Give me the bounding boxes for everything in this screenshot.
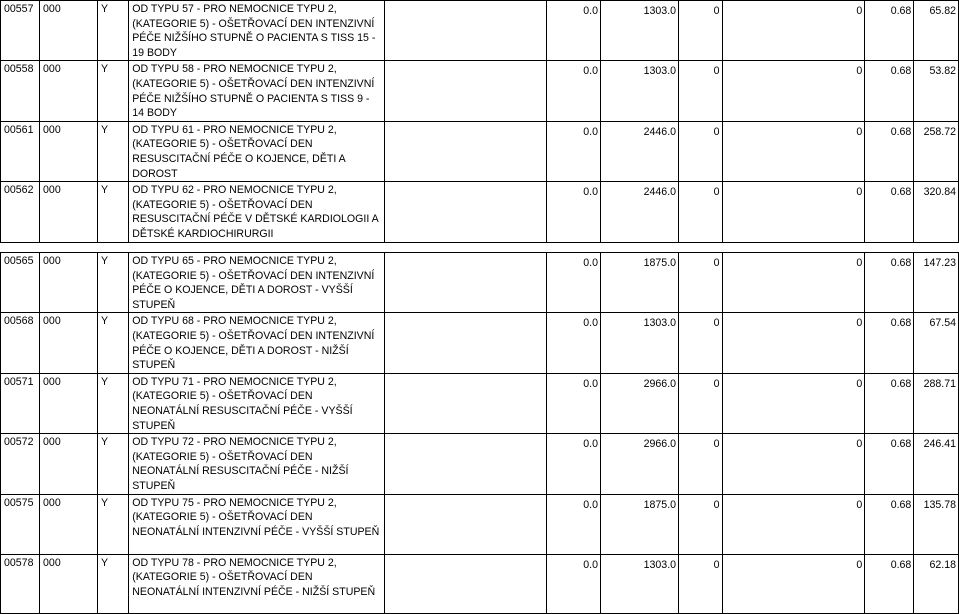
value-4: 0 bbox=[856, 5, 863, 17]
value-6-cell bbox=[914, 1, 959, 61]
procedure-code: 00557 bbox=[1, 1, 40, 61]
value-2: 1875.0 bbox=[643, 257, 677, 269]
value-1: 0.0 bbox=[583, 186, 598, 199]
value-3: 0 bbox=[713, 558, 720, 571]
value-1-cell bbox=[547, 494, 601, 554]
value-3-cell bbox=[679, 121, 722, 181]
value-4-cell bbox=[722, 434, 865, 494]
procedure-description: OD TYPU 65 - PRO NEMOCNICE TYPU 2, (KATEGORIE 5) - OŠETŘOVACÍ DEN INTENZIVNÍ PÉČE O KOJENCE, DĚTI A DOROST - VYŠŠÍ STUPEŇ bbox=[129, 253, 384, 313]
value-2-cell bbox=[600, 121, 678, 181]
procedure-code: 00578 bbox=[1, 554, 40, 613]
value-2-cell bbox=[600, 554, 678, 613]
value-2: 1303.0 bbox=[643, 558, 677, 571]
value-4-cell bbox=[722, 121, 865, 181]
empty-cell bbox=[384, 373, 547, 433]
sub-code: 000 bbox=[40, 494, 98, 554]
value-6: 135.78 bbox=[923, 498, 956, 511]
flag: Y bbox=[98, 554, 129, 613]
table-row bbox=[1, 1, 959, 61]
value-1-cell bbox=[547, 373, 601, 433]
value-3: 0 bbox=[713, 438, 720, 451]
flag: Y bbox=[98, 1, 129, 61]
empty-cell bbox=[384, 554, 547, 613]
price-table-lower-body bbox=[1, 253, 959, 614]
sub-code: 000 bbox=[40, 1, 98, 61]
flag: Y bbox=[98, 494, 129, 554]
value-5-cell bbox=[865, 182, 914, 242]
value-2-cell bbox=[600, 313, 678, 373]
value-2-cell bbox=[600, 373, 678, 433]
value-5-cell bbox=[865, 434, 914, 494]
value-5-cell bbox=[865, 313, 914, 373]
flag: Y bbox=[98, 61, 129, 121]
procedure-description: OD TYPU 68 - PRO NEMOCNICE TYPU 2, (KATEGORIE 5) - OŠETŘOVACÍ DEN INTENZIVNÍ PÉČE O KOJENCE, DĚTI A DOROST - NIŽŠÍ STUPEŇ bbox=[129, 313, 384, 373]
value-1: 0.0 bbox=[583, 558, 598, 571]
value-5: 0.68 bbox=[890, 558, 912, 571]
procedure-description: OD TYPU 57 - PRO NEMOCNICE TYPU 2, (KATEGORIE 5) - OŠETŘOVACÍ DEN INTENZIVNÍ PÉČE NIŽŠÍHO STUPNĚ O PACIENTA S TISS 15 - 19 BODY bbox=[129, 1, 384, 61]
value-2: 2966.0 bbox=[643, 438, 677, 451]
procedure-description: OD TYPU 61 - PRO NEMOCNICE TYPU 2, (KATEGORIE 5) - OŠETŘOVACÍ DEN RESUSCITAČNÍ PÉČE O KOJENCE, DĚTI A DOROST bbox=[129, 121, 384, 181]
value-4: 0 bbox=[856, 125, 863, 138]
value-5-cell bbox=[865, 253, 914, 313]
value-5-cell bbox=[865, 373, 914, 433]
value-5-cell bbox=[865, 494, 914, 554]
value-1: 0.0 bbox=[583, 438, 598, 451]
sub-code: 000 bbox=[40, 373, 98, 433]
empty-cell bbox=[384, 313, 547, 373]
value-3: 0 bbox=[713, 5, 720, 17]
value-4: 0 bbox=[856, 65, 863, 78]
value-1-cell bbox=[547, 182, 601, 242]
value-2: 1303.0 bbox=[643, 317, 677, 330]
table-row bbox=[1, 494, 959, 554]
value-5-cell bbox=[865, 1, 914, 61]
value-1: 0.0 bbox=[583, 317, 598, 330]
value-2-cell bbox=[600, 182, 678, 242]
empty-cell bbox=[384, 494, 547, 554]
flag: Y bbox=[98, 434, 129, 494]
value-6-cell bbox=[914, 494, 959, 554]
value-1-cell bbox=[547, 554, 601, 613]
procedure-code: 00575 bbox=[1, 494, 40, 554]
value-3-cell bbox=[679, 182, 722, 242]
value-1-cell bbox=[547, 313, 601, 373]
value-3: 0 bbox=[713, 186, 720, 199]
sub-code: 000 bbox=[40, 434, 98, 494]
value-6: 67.54 bbox=[929, 317, 956, 330]
procedure-description: OD TYPU 71 - PRO NEMOCNICE TYPU 2, (KATEGORIE 5) - OŠETŘOVACÍ DEN NEONATÁLNÍ RESUSCITAČNÍ PÉČE - VYŠŠÍ STUPEŇ bbox=[129, 373, 384, 433]
value-6: 65.82 bbox=[929, 5, 956, 17]
procedure-code: 00565 bbox=[1, 253, 40, 313]
value-3: 0 bbox=[713, 498, 720, 511]
table-row bbox=[1, 373, 959, 433]
value-6: 53.82 bbox=[929, 65, 956, 78]
value-4-cell bbox=[722, 313, 865, 373]
value-5: 0.68 bbox=[890, 65, 912, 78]
value-4: 0 bbox=[856, 317, 863, 330]
value-4: 0 bbox=[856, 186, 863, 199]
value-4-cell bbox=[722, 182, 865, 242]
procedure-code: 00568 bbox=[1, 313, 40, 373]
empty-cell bbox=[384, 182, 547, 242]
value-2: 1303.0 bbox=[643, 65, 677, 78]
value-1-cell bbox=[547, 434, 601, 494]
value-2-cell bbox=[600, 434, 678, 494]
value-3-cell bbox=[679, 1, 722, 61]
flag: Y bbox=[98, 313, 129, 373]
sub-code: 000 bbox=[40, 182, 98, 242]
value-6: 288.71 bbox=[923, 377, 956, 390]
table-row bbox=[1, 313, 959, 373]
table-row bbox=[1, 554, 959, 613]
table-row bbox=[1, 182, 959, 242]
value-3-cell bbox=[679, 313, 722, 373]
procedure-description: OD TYPU 78 - PRO NEMOCNICE TYPU 2, (KATEGORIE 5) - OŠETŘOVACÍ DEN NEONATÁLNÍ INTENZIVNÍ PÉČE - NIŽŠÍ STUPEŇ bbox=[129, 554, 384, 613]
empty-cell bbox=[384, 434, 547, 494]
value-2: 2446.0 bbox=[643, 186, 677, 199]
value-2: 1875.0 bbox=[643, 498, 677, 511]
price-table-upper-body bbox=[1, 1, 959, 243]
value-5-cell bbox=[865, 61, 914, 121]
value-5: 0.68 bbox=[890, 5, 912, 17]
empty-cell bbox=[384, 1, 547, 61]
procedure-code: 00561 bbox=[1, 121, 40, 181]
value-3-cell bbox=[679, 494, 722, 554]
value-2-cell bbox=[600, 1, 678, 61]
value-1: 0.0 bbox=[583, 65, 598, 78]
flag: Y bbox=[98, 182, 129, 242]
value-3-cell bbox=[679, 61, 722, 121]
value-2: 2966.0 bbox=[643, 377, 677, 390]
value-6-cell bbox=[914, 182, 959, 242]
sub-code: 000 bbox=[40, 61, 98, 121]
value-6-cell bbox=[914, 313, 959, 373]
value-5: 0.68 bbox=[890, 317, 912, 330]
sub-code: 000 bbox=[40, 313, 98, 373]
table-row bbox=[1, 121, 959, 181]
table-row bbox=[1, 61, 959, 121]
value-1-cell bbox=[547, 253, 601, 313]
value-3: 0 bbox=[713, 317, 720, 330]
value-1: 0.0 bbox=[583, 257, 598, 269]
price-table-lower bbox=[0, 252, 959, 614]
value-5: 0.68 bbox=[890, 257, 912, 269]
value-3: 0 bbox=[713, 65, 720, 78]
value-1: 0.0 bbox=[583, 5, 598, 17]
flag: Y bbox=[98, 373, 129, 433]
procedure-code: 00558 bbox=[1, 61, 40, 121]
value-4-cell bbox=[722, 1, 865, 61]
table-row bbox=[1, 253, 959, 313]
value-6-cell bbox=[914, 373, 959, 433]
procedure-description: OD TYPU 62 - PRO NEMOCNICE TYPU 2, (KATEGORIE 5) - OŠETŘOVACÍ DEN RESUSCITAČNÍ PÉČE V DĚTSKÉ KARDIOLOGII A DĚTSKÉ KARDIOCHIRURGII bbox=[129, 182, 384, 242]
sub-code: 000 bbox=[40, 253, 98, 313]
flag: Y bbox=[98, 121, 129, 181]
value-4: 0 bbox=[856, 558, 863, 571]
value-2-cell bbox=[600, 494, 678, 554]
value-1: 0.0 bbox=[583, 125, 598, 138]
value-4-cell bbox=[722, 373, 865, 433]
value-1-cell bbox=[547, 61, 601, 121]
value-1-cell bbox=[547, 1, 601, 61]
value-3-cell bbox=[679, 253, 722, 313]
value-2-cell bbox=[600, 61, 678, 121]
value-4-cell bbox=[722, 554, 865, 613]
value-1: 0.0 bbox=[583, 377, 598, 390]
procedure-code: 00571 bbox=[1, 373, 40, 433]
value-4-cell bbox=[722, 494, 865, 554]
flag: Y bbox=[98, 253, 129, 313]
value-6: 62.18 bbox=[929, 558, 956, 571]
value-3: 0 bbox=[713, 257, 720, 269]
price-table-upper bbox=[0, 0, 959, 243]
value-6-cell bbox=[914, 434, 959, 494]
value-6-cell bbox=[914, 253, 959, 313]
value-6: 246.41 bbox=[923, 438, 956, 451]
empty-cell bbox=[384, 61, 547, 121]
value-4: 0 bbox=[856, 257, 863, 269]
value-2: 1303.0 bbox=[643, 5, 677, 17]
sub-code: 000 bbox=[40, 554, 98, 613]
value-3: 0 bbox=[713, 377, 720, 390]
procedure-code: 00562 bbox=[1, 182, 40, 242]
value-6-cell bbox=[914, 121, 959, 181]
value-4-cell bbox=[722, 253, 865, 313]
value-2-cell bbox=[600, 253, 678, 313]
value-3-cell bbox=[679, 554, 722, 613]
value-2: 2446.0 bbox=[643, 125, 677, 138]
value-5: 0.68 bbox=[890, 125, 912, 138]
table-row bbox=[1, 434, 959, 494]
value-6-cell bbox=[914, 61, 959, 121]
value-1-cell bbox=[547, 121, 601, 181]
empty-cell bbox=[384, 253, 547, 313]
empty-cell bbox=[384, 121, 547, 181]
value-6: 147.23 bbox=[923, 257, 956, 269]
value-5: 0.68 bbox=[890, 498, 912, 511]
value-3-cell bbox=[679, 373, 722, 433]
sub-code: 000 bbox=[40, 121, 98, 181]
value-3-cell bbox=[679, 434, 722, 494]
value-4: 0 bbox=[856, 377, 863, 390]
value-6: 258.72 bbox=[923, 125, 956, 138]
value-4-cell bbox=[722, 61, 865, 121]
value-5: 0.68 bbox=[890, 377, 912, 390]
procedure-code: 00572 bbox=[1, 434, 40, 494]
value-6-cell bbox=[914, 554, 959, 613]
procedure-description: OD TYPU 58 - PRO NEMOCNICE TYPU 2, (KATEGORIE 5) - OŠETŘOVACÍ DEN INTENZIVNÍ PÉČE NIŽŠÍHO STUPNĚ O PACIENTA S TISS 9 - 14 BODY bbox=[129, 61, 384, 121]
value-3: 0 bbox=[713, 125, 720, 138]
value-5: 0.68 bbox=[890, 438, 912, 451]
procedure-description: OD TYPU 75 - PRO NEMOCNICE TYPU 2, (KATEGORIE 5) - OŠETŘOVACÍ DEN NEONATÁLNÍ INTENZIVNÍ PÉČE - VYŠŠÍ STUPEŇ bbox=[129, 494, 384, 554]
value-5-cell bbox=[865, 554, 914, 613]
value-5-cell bbox=[865, 121, 914, 181]
value-4: 0 bbox=[856, 438, 863, 451]
value-5: 0.68 bbox=[890, 186, 912, 199]
value-6: 320.84 bbox=[923, 186, 956, 199]
value-4: 0 bbox=[856, 498, 863, 511]
value-1: 0.0 bbox=[583, 498, 598, 511]
procedure-description: OD TYPU 72 - PRO NEMOCNICE TYPU 2, (KATEGORIE 5) - OŠETŘOVACÍ DEN NEONATÁLNÍ RESUSCITAČNÍ PÉČE - NIŽŠÍ STUPEŇ bbox=[129, 434, 384, 494]
